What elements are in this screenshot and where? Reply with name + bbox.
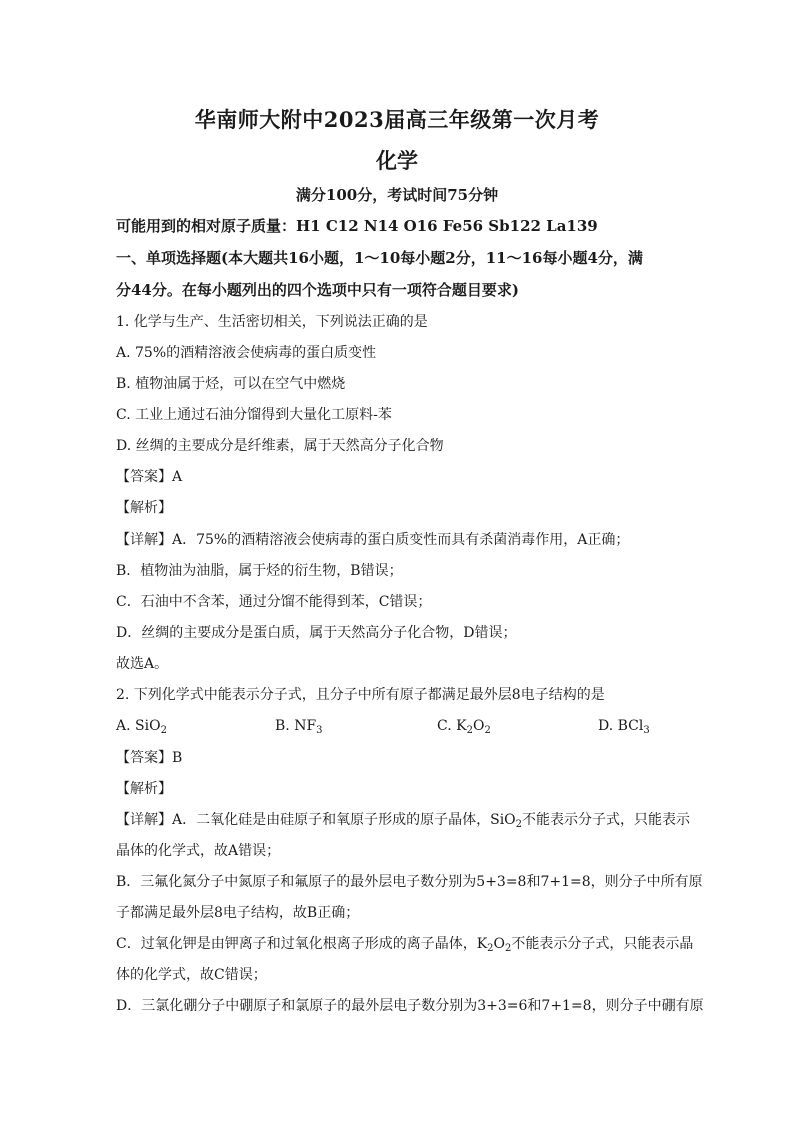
q1-conclusion: 故选A。	[116, 656, 169, 672]
q1-option-c: C. 工业上通过石油分馏得到大量化工原料-苯	[116, 407, 392, 423]
q1-detail-c: C．石油中不含苯，通过分馏不能得到苯，C错误；	[116, 594, 432, 610]
q1-detail-d: D．丝绸的主要成分是蛋白质，属于天然高分子化合物，D错误；	[116, 625, 517, 641]
q1-detail-b: B．植物油为油脂，属于烃的衍生物，B错误；	[116, 563, 403, 579]
q1-detail-a: 【详解】A．75%的酒精溶液会使病毒的蛋白质变性而具有杀菌消毒作用，A正确；	[116, 532, 630, 548]
q1-stem: 1. 化学与生产、生活密切相关，下列说法正确的是	[116, 314, 428, 330]
exam-title: 华南师大附中2023届高三年级第一次月考	[194, 107, 600, 132]
section-heading-line1: 一、单项选择题(本大题共16小题，1～10每小题2分，11～16每小题4分，满	[116, 249, 643, 267]
q1-option-b: B. 植物油属于烃，可以在空气中燃烧	[116, 376, 346, 392]
q2-detail-a-line1: 【详解】A．二氧化硅是由硅原子和氧原子形成的原子晶体，SiO$_2$不能表示分子式，只能表示	[116, 812, 691, 830]
q2-detail-b-line2: 子都满足最外层8电子结构，故B正确；	[116, 905, 360, 921]
q2-analysis-label: 【解析】	[116, 781, 172, 797]
q2-detail-c-line2: 体的化学式，故C错误；	[116, 967, 267, 983]
atomic-masses: 可能用到的相对原子质量：H1 C12 N14 O16 Fe56 Sb122 La139	[116, 217, 598, 235]
q2-detail-a-line2: 晶体的化学式，故A错误；	[116, 843, 281, 859]
q1-analysis-label: 【解析】	[116, 500, 172, 516]
q2-option-a: A. SiO$_2$	[116, 718, 167, 736]
subject-title: 化学	[376, 148, 418, 173]
q2-detail-c-line1: C．过氧化钾是由钾离子和过氧化根离子形成的离子晶体，$K_2O_2$不能表示分子式，只能表示晶	[116, 936, 694, 954]
q1-answer: 【答案】A	[116, 469, 183, 485]
q2-option-c: C. $K_2O_2$	[437, 718, 491, 736]
q2-detail-d-line1: D．三氯化硼分子中硼原子和氯原子的最外层电子数分别为3+3=6和7+1=8，则分子中硼有原	[116, 998, 704, 1014]
section-heading-line2: 分44分。在每小题列出的四个选项中只有一项符合题目要求)	[116, 281, 519, 299]
q2-option-d: D. BCl$_3$	[598, 718, 650, 736]
q2-option-b: B. $NF_3$	[275, 718, 323, 736]
q1-option-a: A. 75%的酒精溶液会使病毒的蛋白质变性	[116, 345, 377, 361]
q1-option-d: D. 丝绸的主要成分是纤维素，属于天然高分子化合物	[116, 438, 444, 454]
exam-info: 满分100分，考试时间75分钟	[295, 186, 499, 204]
q2-stem: 2. 下列化学式中能表示分子式，且分子中所有原子都满足最外层8电子结构的是	[116, 687, 605, 703]
q2-answer: 【答案】B	[116, 750, 183, 766]
q2-detail-b-line1: B．三氟化氮分子中氮原子和氟原子的最外层电子数分别为5+3=8和7+1=8，则分子中所有原	[116, 874, 703, 890]
